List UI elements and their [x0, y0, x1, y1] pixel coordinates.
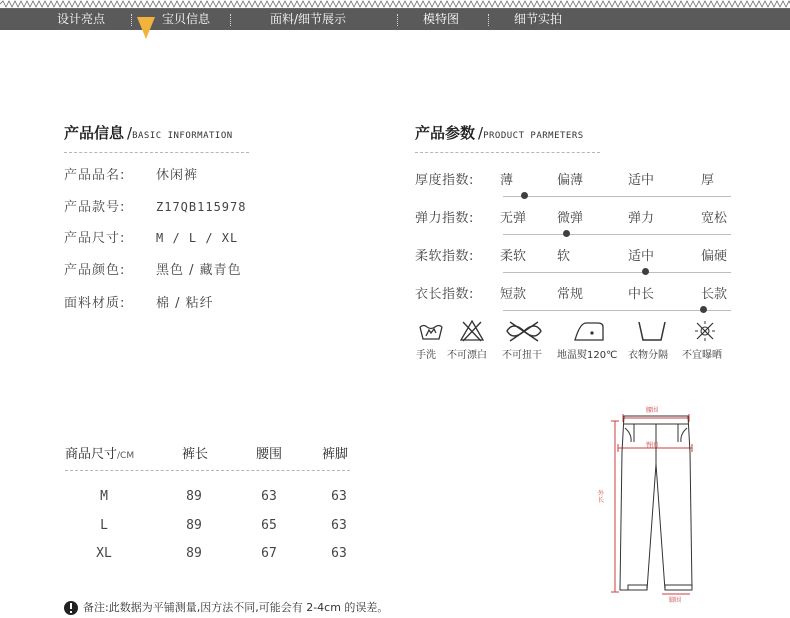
info-row-name: 产品品名: 休闲裤 [64, 168, 199, 183]
param-row [415, 285, 735, 305]
param-option: 弹力 [628, 211, 655, 226]
col-header-length: 裤长 [182, 447, 209, 462]
active-nav-arrow [137, 17, 155, 39]
param-row [415, 247, 735, 267]
param-label: 柔软指数: [415, 249, 474, 264]
param-label: 衣长指数: [415, 287, 474, 302]
hip-label: 臀围 [646, 442, 659, 449]
product-params-title: 产品参数 /PRODUCT PARMETERS [415, 124, 584, 142]
param-option: 短款 [500, 287, 527, 302]
care-label: 衣物分隔 [628, 350, 668, 361]
param-indicator-dot [700, 306, 707, 313]
measurement-cell: 63 [261, 489, 277, 504]
param-option: 软 [557, 249, 571, 264]
nav-item-fabric[interactable]: 面料/细节展示 [270, 12, 347, 26]
param-indicator-dot [521, 192, 528, 199]
nav-separator [131, 14, 132, 26]
param-option: 适中 [628, 173, 655, 188]
nav-item-detail[interactable]: 细节实拍 [514, 12, 563, 26]
care-label: 不可扭干 [502, 350, 542, 361]
hem-label: 脚围 [669, 597, 682, 604]
measurement-cell: 89 [186, 518, 202, 533]
measurement-cell: 63 [331, 546, 347, 561]
nav-separator [230, 14, 231, 26]
param-option: 无弹 [500, 211, 527, 226]
waist-label: 腰围 [646, 407, 659, 414]
size-cell: M [100, 489, 108, 504]
nav-bar [0, 9, 790, 30]
care-label: 地温熨120℃ [557, 350, 618, 361]
param-scale-line [503, 234, 731, 235]
separate-wash-icon [636, 319, 668, 343]
nav-separator [488, 14, 489, 26]
param-option: 柔软 [500, 249, 527, 264]
warning-icon [64, 601, 78, 615]
no-wring-icon [503, 319, 545, 343]
param-scale-line [503, 272, 731, 273]
measurement-note: 备注:此数据为平铺测量,因方法不同,可能会有 2-4cm 的误差。 [83, 601, 389, 614]
param-scale-line [503, 310, 731, 311]
param-option: 薄 [500, 173, 514, 188]
nav-item-info[interactable]: 宝贝信息 [162, 12, 211, 26]
size-cell: XL [96, 546, 112, 561]
product-info-title: 产品信息 /BASIC INFORMATION [64, 124, 233, 142]
nav-separator [397, 14, 398, 26]
info-row-sku: 产品款号: Z17QB115978 [64, 200, 247, 215]
nav-item-design[interactable]: 设计亮点 [57, 12, 106, 26]
divider [64, 152, 249, 153]
measurement-cell: 89 [186, 489, 202, 504]
measurement-cell: 63 [331, 489, 347, 504]
hand-wash-icon [418, 319, 444, 343]
divider [415, 152, 600, 153]
param-row [415, 209, 735, 229]
param-option: 长款 [701, 287, 728, 302]
param-row [415, 171, 735, 191]
info-row-size: 产品尺寸: M / L / XL [64, 231, 239, 246]
no-sun-icon [694, 319, 716, 343]
low-iron-icon [572, 319, 606, 343]
param-option: 常规 [557, 287, 584, 302]
info-row-material: 面料材质: 棉 / 粘纤 [64, 296, 214, 311]
measurement-cell: 67 [261, 546, 277, 561]
param-indicator-dot [642, 268, 649, 275]
divider [65, 470, 350, 471]
param-indicator-dot [563, 230, 570, 237]
param-option: 宽松 [701, 211, 728, 226]
length-label: 外长 [598, 490, 605, 504]
info-row-color: 产品颜色: 黑色 / 藏青色 [64, 263, 242, 278]
measurement-cell: 89 [186, 546, 202, 561]
care-label: 不可漂白 [447, 350, 487, 361]
param-option: 中长 [628, 287, 655, 302]
size-table-title: 商品尺寸/CM [65, 447, 135, 462]
col-header-waist: 腰围 [256, 447, 283, 462]
size-cell: L [100, 518, 108, 533]
no-bleach-icon [459, 319, 485, 343]
zigzag-border [0, 0, 790, 9]
care-label: 不宜曝晒 [682, 350, 722, 361]
measurement-cell: 65 [261, 518, 277, 533]
param-label: 厚度指数: [415, 173, 474, 188]
param-scale-line [503, 196, 731, 197]
param-option: 偏硬 [701, 249, 728, 264]
pants-diagram [594, 404, 714, 604]
col-header-hem: 裤脚 [322, 447, 349, 462]
param-option: 偏薄 [557, 173, 584, 188]
param-option: 适中 [628, 249, 655, 264]
care-label: 手洗 [416, 350, 436, 361]
measurement-cell: 63 [331, 518, 347, 533]
param-option: 微弹 [557, 211, 584, 226]
nav-item-model[interactable]: 模特图 [423, 12, 460, 26]
param-option: 厚 [701, 173, 715, 188]
param-label: 弹力指数: [415, 211, 474, 226]
